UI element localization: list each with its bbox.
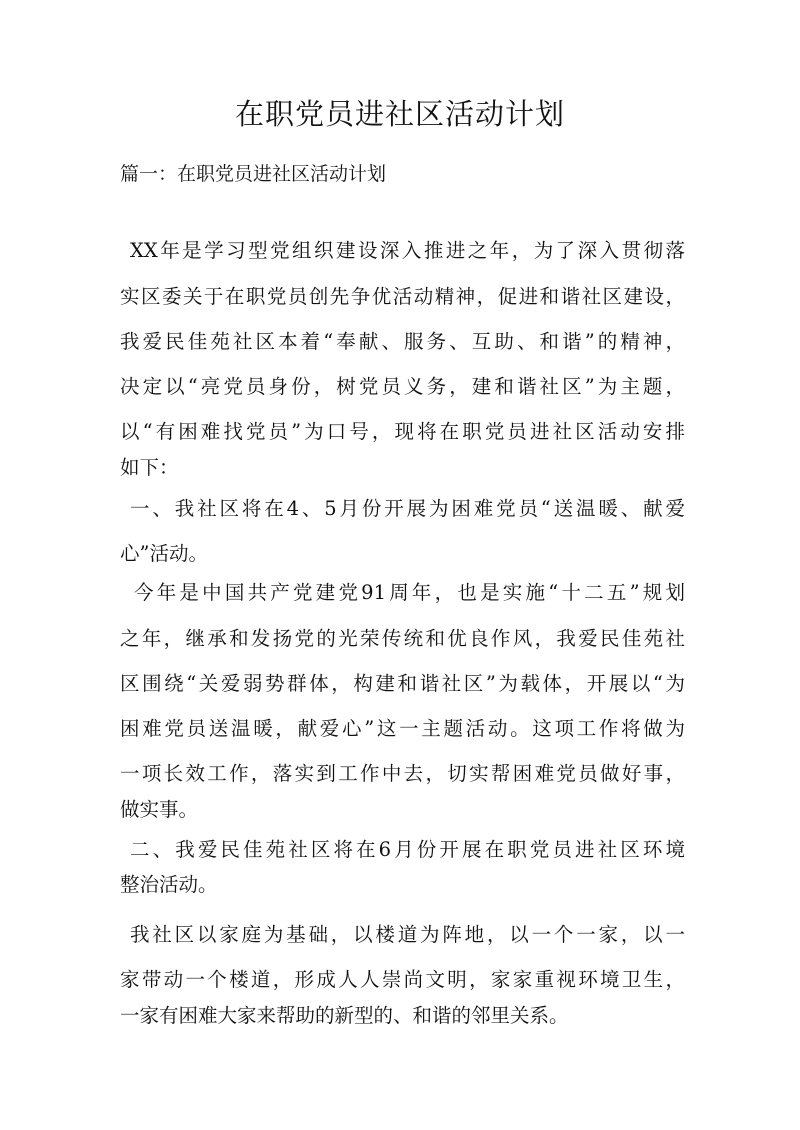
text-line: 区围绕“关爱弱势群体，构建和谐社区”为载体，开展以“为 [120,672,685,695]
text-line: 困难党员送温暖，献爱心”这一主题活动。这项工作将做为 [120,717,685,740]
text-line: 我爱民佳苑社区本着“奉献、服务、互助、和谐”的精神， [120,330,685,353]
text-line: 一家有困难大家来帮助的新型的、和谐的邻里关系。 [120,1004,569,1027]
text-line: 我社区以家庭为基础，以楼道为阵地，以一个一家，以一 [130,923,685,946]
text-line: 二、我爱民佳苑社区将在6月份开展在职党员进社区环境 [130,838,685,861]
page-title: 在职党员进社区活动计划 [234,97,565,131]
text-line: 做实事。 [120,798,199,821]
text-line: 实区委关于在职党员创先争优活动精神，促进和谐社区建设， [120,285,685,308]
text-line: 决定以“亮党员身份，树党员义务，建和谐社区”为主题， [120,375,685,398]
text-line: 之年，继承和发扬党的光荣传统和优良作风，我爱民佳苑社 [120,627,685,650]
text-line: 以“有困难找党员”为口号，现将在职党员进社区活动安排 [120,420,685,443]
text-line: 一项长效工作，落实到工作中去，切实帮困难党员做好事， [120,762,685,785]
text-line: XX年是学习型党组织建设深入推进之年，为了深入贯彻落 [130,239,685,262]
text-line: 心”活动。 [120,542,208,565]
text-line: 家带动一个楼道，形成人人崇尚文明，家家重视环境卫生， [120,968,685,991]
text-line: 整治活动。 [120,873,218,896]
section-heading: 篇一：在职党员进社区活动计划 [120,163,387,185]
text-line: 如下： [120,456,179,479]
text-line: 今年是中国共产党建党91周年，也是实施“十二五”规划 [134,581,685,604]
text-line: 一、我社区将在4、5月份开展为困难党员“送温暖、献爱 [130,497,685,520]
